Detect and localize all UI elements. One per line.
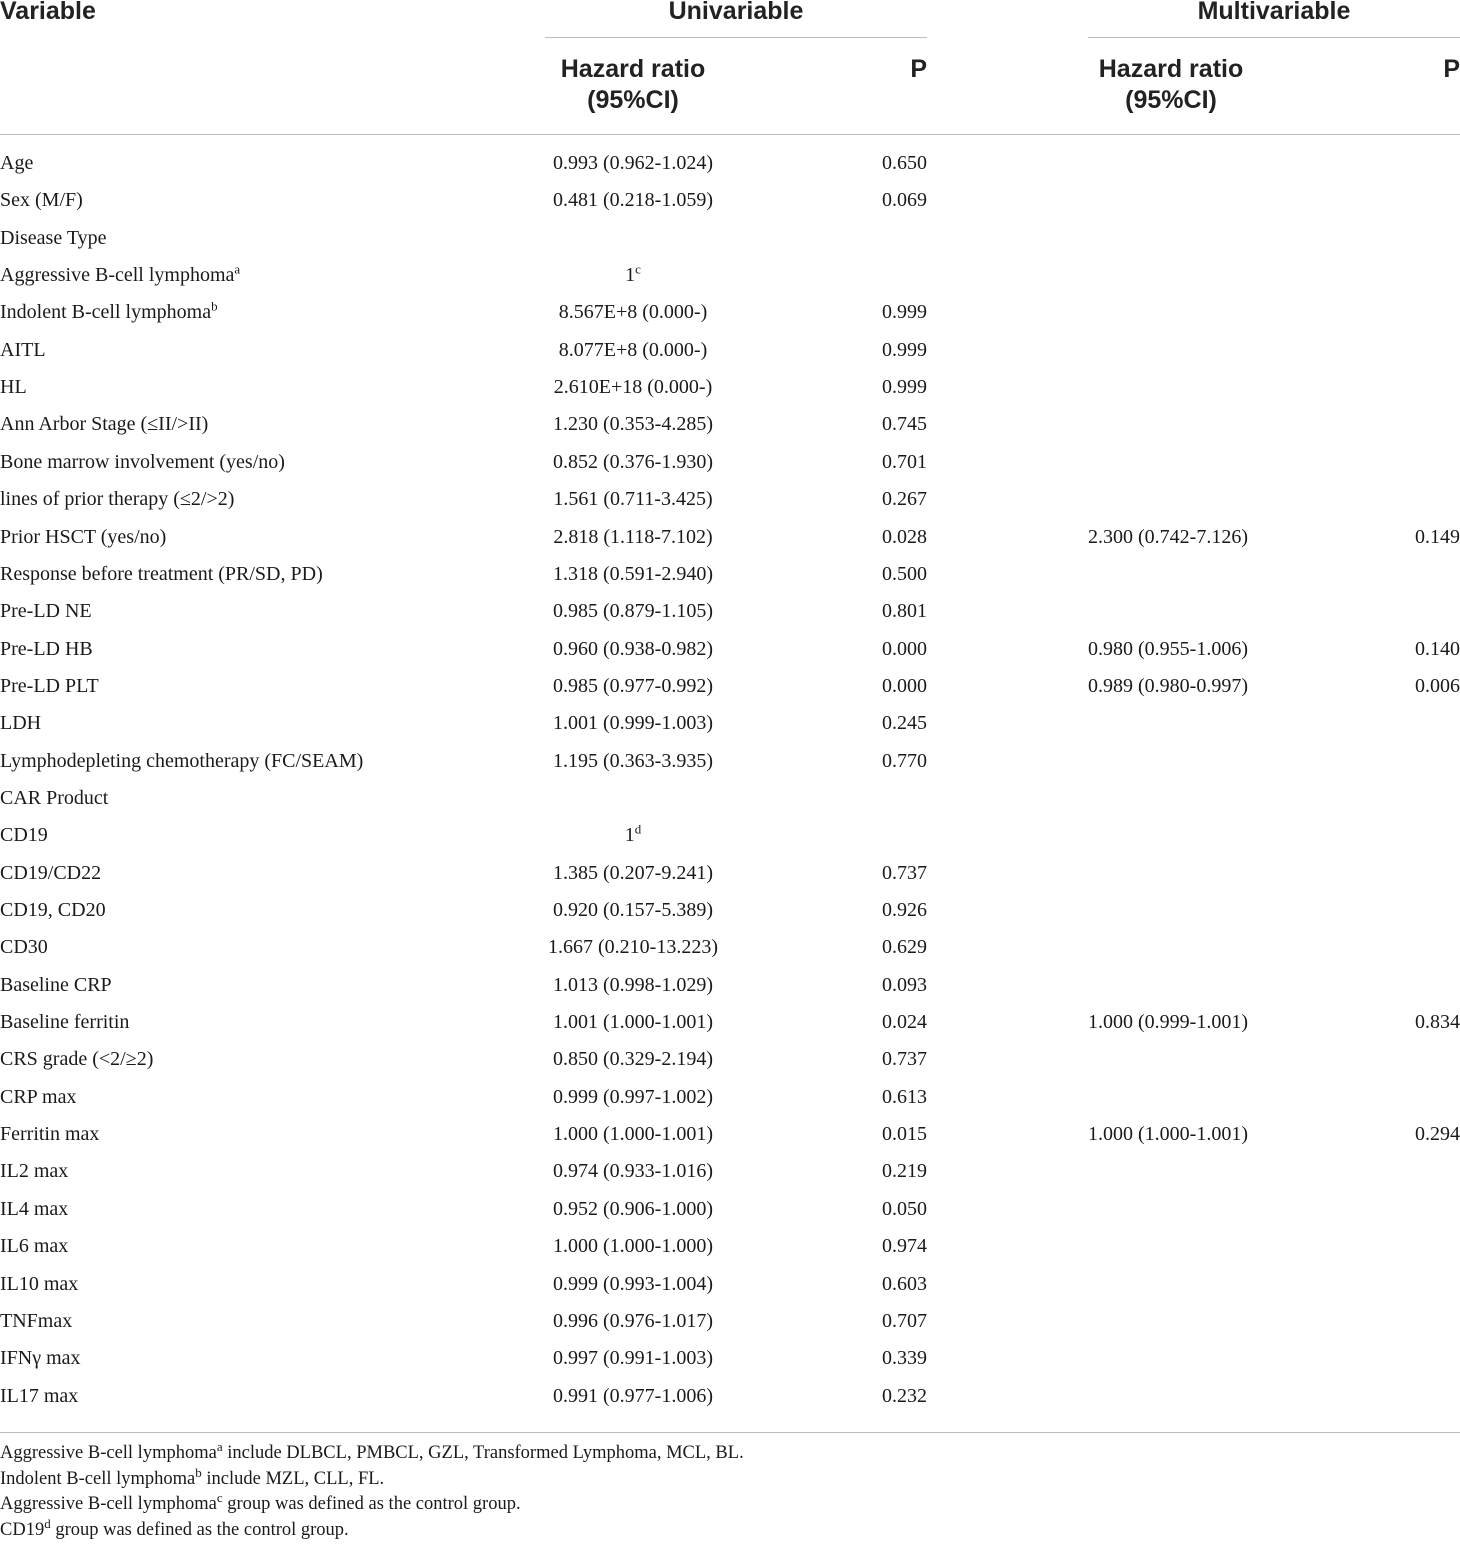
table-row (0, 189, 1460, 226)
uni-hazard-ratio-cell (545, 339, 721, 362)
uni-hazard-ratio-cell-text: 0.999 (0.997-1.002) (553, 1085, 713, 1108)
table-row (0, 526, 1460, 563)
uni-p-cell (840, 413, 927, 436)
uni-hazard-ratio-cell-text: 0.985 (0.977-0.992) (553, 674, 713, 697)
variable-cell (0, 600, 92, 623)
table-row (0, 261, 1460, 301)
multi-hazard-ratio-cell-text: 0.989 (0.980-0.997) (1088, 674, 1248, 697)
uni-p-cell-text: 0.737 (882, 1048, 927, 1071)
variable-cell-text: Disease Type (0, 226, 107, 249)
uni-hazard-ratio-cell (545, 1086, 721, 1109)
table-row (0, 1347, 1460, 1384)
uni-hazard-ratio-cell-text: 0.920 (0.157-5.389) (553, 899, 713, 921)
variable-cell-text: IL6 max (0, 1235, 69, 1258)
multi-p-cell (1380, 1123, 1460, 1146)
variable-cell (0, 638, 93, 661)
variable-cell-text: IL2 max (0, 1160, 69, 1183)
uni-hazard-ratio-cell (545, 1235, 721, 1258)
variable-cell-text: Aggressive B-cell lymphoma (0, 264, 235, 287)
uni-p-cell (840, 1086, 927, 1109)
variable-cell-text: Ferritin max (0, 1123, 100, 1146)
variable-cell (0, 339, 46, 362)
multi-hazard-ratio-cell-text: 0.980 (0.955-1.006) (1088, 637, 1248, 660)
multi-hazard-ratio-cell (1088, 526, 1248, 549)
uni-p-cell-text: 0.015 (882, 1123, 927, 1146)
table-row (0, 899, 1460, 936)
table-row (0, 787, 1460, 824)
uni-hazard-ratio-cell-text: 1.195 (0.363-3.935) (553, 749, 713, 772)
variable-cell (0, 824, 48, 847)
variable-cell-text: Indolent B-cell lymphoma (0, 301, 212, 324)
variable-cell (0, 261, 241, 287)
variable-cell-text: Pre-LD PLT (0, 674, 99, 697)
uni-p-cell (840, 675, 927, 698)
uni-hazard-ratio-cell (545, 152, 721, 175)
variable-cell (0, 526, 166, 549)
superscript-marker: c (635, 261, 641, 277)
multi-p-cell (1380, 675, 1460, 698)
uni-hazard-ratio-cell (545, 936, 721, 959)
uni-p-cell-text: 0.974 (882, 1235, 927, 1258)
uni-p-cell-text: 0.000 (882, 637, 927, 660)
table-row (0, 1198, 1460, 1235)
uni-p-cell (840, 750, 927, 773)
uni-p-cell (840, 1198, 927, 1221)
multivariable-underline (1088, 37, 1460, 38)
uni-p-cell (840, 451, 927, 474)
uni-hazard-ratio-cell-text: 8.567E+8 (0.000-) (558, 301, 708, 324)
uni-p-cell (840, 376, 927, 399)
variable-cell-text: TNFmax (0, 1309, 73, 1332)
table-row (0, 1160, 1460, 1197)
uni-hazard-ratio-cell-text: 1.013 (0.998-1.029) (553, 973, 713, 996)
variable-cell (0, 1160, 68, 1183)
table-row (0, 488, 1460, 525)
variable-cell-text: Ann Arbor Stage (≤II/>II) (0, 413, 209, 436)
variable-cell (0, 1086, 77, 1109)
footnote-text: group was defined as the control group. (50, 1519, 349, 1540)
variable-cell (0, 1011, 129, 1034)
multi-p-cell-text: 0.006 (1415, 674, 1460, 697)
variable-cell (0, 1235, 68, 1258)
multi-p-cell-text: 0.149 (1415, 525, 1460, 548)
footnote-term: Indolent B-cell lymphoma (0, 1468, 196, 1489)
variable-cell (0, 936, 48, 959)
uni-p-cell-text: 0.028 (882, 525, 927, 548)
variable-cell (0, 1347, 81, 1370)
uni-hazard-ratio-cell (545, 1123, 721, 1146)
uni-hazard-ratio-cell-text: 1.001 (1.000-1.001) (553, 1011, 713, 1034)
uni-hazard-ratio-cell (545, 974, 721, 997)
uni-p-cell-text: 0.000 (882, 674, 927, 697)
variable-cell (0, 750, 363, 773)
multi-hazard-ratio-cell-text: 1.000 (0.999-1.001) (1088, 1011, 1248, 1034)
table-row (0, 1123, 1460, 1160)
variable-cell (0, 1048, 153, 1071)
table-row (0, 1086, 1460, 1123)
uni-hazard-ratio-cell-text: 1.318 (0.591-2.940) (553, 562, 713, 585)
uni-p-cell (840, 152, 927, 175)
uni-p-cell-text: 0.745 (882, 413, 927, 436)
variable-cell (0, 1385, 78, 1408)
uni-p-cell-text: 0.926 (882, 899, 927, 921)
uni-p-cell-text: 0.050 (882, 1197, 927, 1220)
variable-cell-text: AITL (0, 338, 46, 361)
variable-cell (0, 451, 285, 474)
variable-cell (0, 712, 41, 735)
header-variable: Variable (0, 0, 96, 25)
multi-hazard-ratio-cell (1088, 1011, 1248, 1034)
uni-hazard-ratio-cell-text: 0.997 (0.991-1.003) (553, 1347, 713, 1370)
uni-hazard-ratio-cell (545, 1048, 721, 1071)
uni-hazard-ratio-cell-text: 1.561 (0.711-3.425) (553, 488, 713, 511)
variable-cell (0, 787, 108, 810)
table-row (0, 413, 1460, 450)
uni-hazard-ratio-cell-text: 0.999 (0.993-1.004) (553, 1272, 713, 1295)
variable-cell-text: CD30 (0, 936, 48, 959)
uni-p-cell (840, 936, 927, 959)
variable-cell (0, 1198, 68, 1221)
uni-hazard-ratio-cell-text: 0.996 (0.976-1.017) (553, 1309, 713, 1332)
table-row (0, 750, 1460, 787)
uni-hazard-ratio-cell (545, 1160, 721, 1183)
variable-cell (0, 974, 112, 997)
uni-p-cell (840, 1048, 927, 1071)
uni-p-cell (840, 974, 927, 997)
variable-cell (0, 413, 208, 436)
multi-p-cell (1380, 526, 1460, 549)
table-row (0, 821, 1460, 861)
uni-p-cell (840, 862, 927, 885)
table-row (0, 1235, 1460, 1272)
variable-cell (0, 152, 33, 175)
multi-p-cell (1380, 1011, 1460, 1034)
variable-cell-text: Response before treatment (PR/SD, PD) (0, 562, 323, 585)
variable-cell-text: CD19/CD22 (0, 861, 102, 884)
table-row (0, 600, 1460, 637)
uni-hazard-ratio-cell-text: 0.481 (0.218-1.059) (553, 189, 713, 212)
variable-cell-text: CD19, CD20 (0, 899, 106, 921)
uni-p-cell-text: 0.500 (882, 562, 927, 585)
variable-cell (0, 563, 323, 586)
variable-cell-text: CRP max (0, 1085, 77, 1108)
header-uni-hr-line1: Hazard ratio (560, 55, 706, 83)
table-row (0, 298, 1460, 338)
variable-cell-text: CRS grade (<2/≥2) (0, 1048, 154, 1071)
footnote-term: CD19 (0, 1519, 45, 1540)
uni-p-cell-text: 0.650 (882, 152, 927, 174)
uni-hazard-ratio-cell-text: 0.960 (0.938-0.982) (553, 637, 713, 660)
uni-hazard-ratio-cell (545, 1385, 721, 1408)
multi-p-cell-text: 0.140 (1415, 637, 1460, 660)
variable-cell-text: IFNγ max (0, 1347, 81, 1370)
variable-cell (0, 1310, 72, 1333)
uni-hazard-ratio-cell (545, 488, 721, 511)
table-row (0, 563, 1460, 600)
uni-hazard-ratio-cell (545, 413, 721, 436)
table-row (0, 152, 1460, 189)
uni-hazard-ratio-cell (545, 526, 721, 549)
footnote-term: Aggressive B-cell lymphoma (0, 1494, 217, 1514)
table-row (0, 675, 1460, 712)
superscript-marker: d (634, 821, 642, 837)
footnote (0, 1489, 521, 1515)
variable-cell-text: LDH (0, 712, 42, 735)
superscript-marker: a (216, 1438, 223, 1454)
table-row (0, 1273, 1460, 1310)
table-row (0, 227, 1460, 264)
uni-hazard-ratio-cell-text: 1.000 (1.000-1.000) (553, 1235, 713, 1258)
uni-hazard-ratio-cell-text: 0.974 (0.933-1.016) (553, 1160, 713, 1183)
table-row (0, 712, 1460, 749)
superscript-marker: c (216, 1489, 223, 1505)
variable-cell (0, 1273, 78, 1296)
table-row (0, 1048, 1460, 1085)
uni-hazard-ratio-cell-text: 1.230 (0.353-4.285) (553, 413, 713, 436)
uni-hazard-ratio-cell (545, 1198, 721, 1221)
uni-hazard-ratio-cell-text: 1.000 (1.000-1.001) (553, 1123, 713, 1146)
uni-p-cell (840, 1160, 927, 1183)
header-multi-hr-line1: Hazard ratio (1098, 55, 1244, 83)
uni-p-cell-text: 0.232 (882, 1384, 927, 1407)
header-multi-hazard-ratio (1088, 54, 1254, 116)
header-univariable: Univariable (668, 0, 804, 25)
table-row (0, 862, 1460, 899)
uni-hazard-ratio-cell (545, 261, 721, 287)
uni-hazard-ratio-cell (545, 600, 721, 623)
variable-cell (0, 227, 107, 250)
variable-cell-text: CD19 (0, 824, 48, 847)
variable-cell-text: Age (0, 152, 34, 174)
multi-hazard-ratio-cell (1088, 675, 1248, 698)
uni-hazard-ratio-cell-text: 1.001 (0.999-1.003) (553, 712, 713, 735)
header-multivariable: Multivariable (1197, 0, 1351, 25)
uni-hazard-ratio-cell (545, 1011, 721, 1034)
uni-hazard-ratio-cell-text: 0.985 (0.879-1.105) (553, 600, 713, 623)
uni-p-cell-text: 0.069 (882, 189, 927, 212)
uni-hazard-ratio-cell-text: 0.952 (0.906-1.000) (553, 1197, 713, 1220)
table-row (0, 1385, 1460, 1422)
uni-hazard-ratio-cell (545, 675, 721, 698)
uni-p-cell-text: 0.999 (882, 376, 927, 399)
multi-p-cell-text: 0.294 (1415, 1123, 1460, 1146)
variable-cell (0, 189, 83, 212)
uni-hazard-ratio-cell (545, 451, 721, 474)
variable-cell (0, 899, 106, 922)
uni-hazard-ratio-cell (545, 821, 721, 847)
table-row (0, 1011, 1460, 1048)
table-row (0, 974, 1460, 1011)
footnote (0, 1438, 744, 1464)
superscript-marker: b (195, 1464, 202, 1480)
uni-p-cell (840, 1011, 927, 1034)
uni-p-cell-text: 0.219 (882, 1160, 927, 1183)
uni-hazard-ratio-cell-text: 2.818 (1.118-7.102) (553, 525, 713, 548)
uni-p-cell (840, 1123, 927, 1146)
variable-cell-text: Pre-LD NE (0, 600, 92, 623)
variable-cell-text: Lymphodepleting chemotherapy (FC/SEAM) (0, 749, 364, 772)
uni-p-cell-text: 0.999 (882, 301, 927, 324)
uni-p-cell-text: 0.707 (882, 1309, 927, 1332)
uni-hazard-ratio-cell-text: 1 (625, 264, 636, 287)
multi-hazard-ratio-cell (1088, 638, 1248, 661)
header-multi-p: P (1443, 55, 1460, 83)
footnote-text: include DLBCL, PMBCL, GZL, Transformed Lymphoma, MCL, BL. (222, 1443, 744, 1463)
uni-p-cell-text: 0.339 (882, 1347, 927, 1370)
header-multi-hr-line2: (95%CI) (1125, 86, 1217, 114)
uni-p-cell (840, 712, 927, 735)
footnote (0, 1464, 385, 1490)
uni-hazard-ratio-cell (545, 638, 721, 661)
uni-p-cell-text: 0.737 (882, 861, 927, 884)
uni-hazard-ratio-cell (545, 1347, 721, 1370)
uni-hazard-ratio-cell-text: 0.850 (0.329-2.194) (553, 1048, 713, 1071)
uni-p-cell-text: 0.024 (882, 1011, 927, 1034)
uni-hazard-ratio-cell-text: 0.991 (0.977-1.006) (553, 1384, 713, 1407)
header-bottom-rule (0, 134, 1460, 135)
uni-p-cell-text: 0.801 (882, 600, 927, 623)
uni-p-cell-text: 0.093 (882, 973, 927, 996)
variable-cell-text: IL17 max (0, 1384, 79, 1407)
footnote-text: include MZL, CLL, FL. (201, 1468, 385, 1489)
footnote-term: Aggressive B-cell lymphoma (0, 1443, 217, 1463)
uni-hazard-ratio-cell-text: 1.385 (0.207-9.241) (553, 861, 713, 884)
variable-cell-text: lines of prior therapy (≤2/>2) (0, 488, 235, 511)
uni-hazard-ratio-cell-text: 1.667 (0.210-13.223) (548, 936, 718, 959)
uni-hazard-ratio-cell (545, 862, 721, 885)
table-bottom-rule (0, 1432, 1460, 1433)
header-uni-hr-line2: (95%CI) (587, 86, 679, 114)
superscript-marker: a (234, 261, 241, 277)
uni-p-cell-text: 0.701 (882, 450, 927, 473)
superscript-marker: d (44, 1515, 51, 1531)
uni-p-cell-text: 0.603 (882, 1272, 927, 1295)
uni-hazard-ratio-cell (545, 1310, 721, 1333)
variable-cell-text: IL4 max (0, 1197, 69, 1220)
variable-cell-text: Sex (M/F) (0, 189, 83, 212)
multi-hazard-ratio-cell-text: 1.000 (1.000-1.001) (1088, 1123, 1248, 1146)
footnote (0, 1515, 349, 1541)
uni-hazard-ratio-cell (545, 1273, 721, 1296)
uni-p-cell (840, 301, 927, 324)
variable-cell-text: IL10 max (0, 1272, 79, 1295)
uni-hazard-ratio-cell-text: 1 (624, 824, 635, 847)
uni-p-cell (840, 563, 927, 586)
uni-p-cell (840, 638, 927, 661)
uni-p-cell (840, 1310, 927, 1333)
variable-cell (0, 675, 99, 698)
uni-p-cell-text: 0.245 (882, 712, 927, 735)
variable-cell-text: CAR Product (0, 786, 109, 809)
uni-hazard-ratio-cell (545, 301, 721, 324)
uni-hazard-ratio-cell-text: 2.610E+18 (0.000-) (553, 376, 713, 399)
variable-cell-text: Baseline CRP (0, 973, 112, 996)
univariable-underline (545, 37, 927, 38)
multi-hazard-ratio-cell (1088, 1123, 1248, 1146)
variable-cell-text: Prior HSCT (yes/no) (0, 525, 167, 548)
uni-hazard-ratio-cell (545, 750, 721, 773)
table-row (0, 451, 1460, 488)
uni-p-cell-text: 0.629 (882, 936, 927, 959)
table-row (0, 638, 1460, 675)
uni-hazard-ratio-cell (545, 712, 721, 735)
uni-p-cell (840, 899, 927, 922)
multi-hazard-ratio-cell-text: 2.300 (0.742-7.126) (1088, 525, 1248, 548)
uni-p-cell (840, 339, 927, 362)
uni-p-cell (840, 600, 927, 623)
uni-hazard-ratio-cell (545, 899, 721, 922)
uni-p-cell (840, 1235, 927, 1258)
uni-hazard-ratio-cell-text: 8.077E+8 (0.000-) (558, 338, 708, 361)
header-uni-p: P (910, 55, 927, 83)
uni-p-cell (840, 189, 927, 212)
uni-hazard-ratio-cell (545, 376, 721, 399)
table-row (0, 376, 1460, 413)
variable-cell (0, 298, 218, 324)
variable-cell-text: Baseline ferritin (0, 1011, 130, 1034)
variable-cell-text: HL (0, 376, 27, 399)
uni-p-cell-text: 0.613 (882, 1085, 927, 1108)
superscript-marker: b (211, 298, 218, 314)
uni-p-cell-text: 0.770 (882, 749, 927, 772)
table-row (0, 1310, 1460, 1347)
variable-cell (0, 376, 27, 399)
uni-p-cell (840, 1385, 927, 1408)
multi-p-cell-text: 0.834 (1415, 1011, 1460, 1034)
uni-p-cell-text: 0.267 (882, 488, 927, 511)
uni-p-cell (840, 1347, 927, 1370)
uni-hazard-ratio-cell (545, 189, 721, 212)
variable-cell (0, 488, 234, 511)
uni-hazard-ratio-cell-text: 0.993 (0.962-1.024) (553, 152, 713, 174)
footnote-text: group was defined as the control group. (222, 1494, 521, 1514)
uni-hazard-ratio-cell-text: 0.852 (0.376-1.930) (553, 450, 713, 473)
multi-p-cell (1380, 638, 1460, 661)
uni-p-cell-text: 0.999 (882, 338, 927, 361)
variable-cell (0, 862, 101, 885)
uni-p-cell (840, 488, 927, 511)
uni-hazard-ratio-cell (545, 563, 721, 586)
variable-cell (0, 1123, 99, 1146)
header-uni-hazard-ratio (545, 54, 721, 116)
uni-p-cell (840, 1273, 927, 1296)
variable-cell-text: Pre-LD HB (0, 637, 93, 660)
variable-cell-text: Bone marrow involvement (yes/no) (0, 450, 285, 473)
uni-p-cell (840, 526, 927, 549)
table-row (0, 936, 1460, 973)
table-row (0, 339, 1460, 376)
